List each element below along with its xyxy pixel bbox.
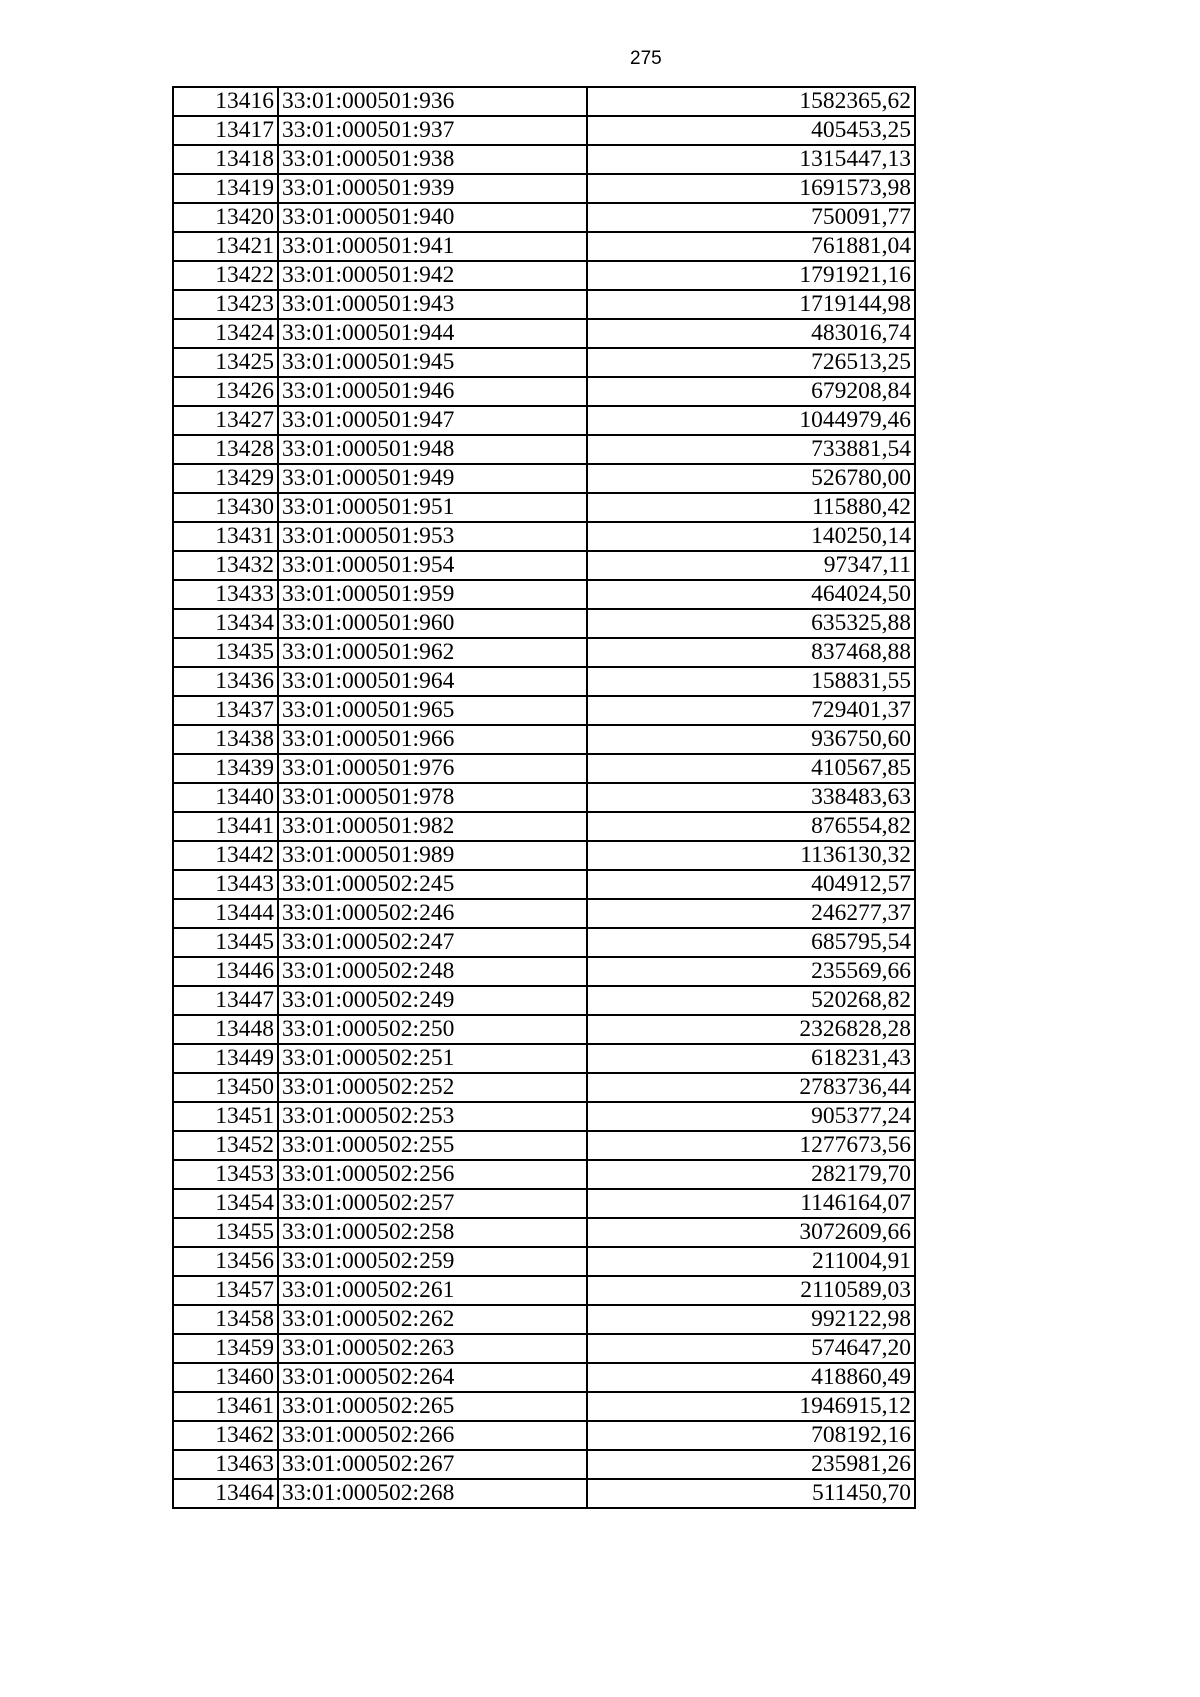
table-row bbox=[173, 203, 915, 232]
cadastral-value-cell: 115880,42 bbox=[587, 493, 915, 522]
table-row bbox=[173, 725, 915, 754]
cadastral-number-cell: 33:01:000502:263 bbox=[278, 1334, 587, 1363]
row-number-cell: 13428 bbox=[173, 435, 278, 464]
cadastral-value-cell: 726513,25 bbox=[587, 348, 915, 377]
table-row bbox=[173, 899, 915, 928]
cadastral-value-cell: 1315447,13 bbox=[587, 145, 915, 174]
table-row bbox=[173, 1044, 915, 1073]
table-row bbox=[173, 1073, 915, 1102]
cadastral-value-cell: 1791921,16 bbox=[587, 261, 915, 290]
cadastral-value-cell: 708192,16 bbox=[587, 1421, 915, 1450]
table-row bbox=[173, 1334, 915, 1363]
cadastral-number-cell: 33:01:000501:989 bbox=[278, 841, 587, 870]
cadastral-number-cell: 33:01:000502:248 bbox=[278, 957, 587, 986]
table-body bbox=[173, 87, 915, 1508]
cadastral-value-cell: 837468,88 bbox=[587, 638, 915, 667]
table-row bbox=[173, 1131, 915, 1160]
cadastral-value-cell: 1146164,07 bbox=[587, 1189, 915, 1218]
table-row bbox=[173, 870, 915, 899]
table-row bbox=[173, 1305, 915, 1334]
cadastral-value-cell: 235981,26 bbox=[587, 1450, 915, 1479]
row-number-cell: 13425 bbox=[173, 348, 278, 377]
cadastral-value-cell: 876554,82 bbox=[587, 812, 915, 841]
cadastral-number-cell: 33:01:000501:943 bbox=[278, 290, 587, 319]
cadastral-number-cell: 33:01:000502:261 bbox=[278, 1276, 587, 1305]
cadastral-number-cell: 33:01:000502:249 bbox=[278, 986, 587, 1015]
table-row bbox=[173, 435, 915, 464]
cadastral-value-cell: 2326828,28 bbox=[587, 1015, 915, 1044]
table-row bbox=[173, 1276, 915, 1305]
cadastral-value-cell: 936750,60 bbox=[587, 725, 915, 754]
row-number-cell: 13421 bbox=[173, 232, 278, 261]
table-row bbox=[173, 1392, 915, 1421]
row-number-cell: 13429 bbox=[173, 464, 278, 493]
cadastral-value-cell: 520268,82 bbox=[587, 986, 915, 1015]
table-row bbox=[173, 812, 915, 841]
table-row bbox=[173, 261, 915, 290]
table-row bbox=[173, 87, 915, 116]
row-number-cell: 13457 bbox=[173, 1276, 278, 1305]
table-row bbox=[173, 319, 915, 348]
row-number-cell: 13435 bbox=[173, 638, 278, 667]
row-number-cell: 13432 bbox=[173, 551, 278, 580]
row-number-cell: 13442 bbox=[173, 841, 278, 870]
table-row bbox=[173, 1421, 915, 1450]
table-row bbox=[173, 1450, 915, 1479]
row-number-cell: 13426 bbox=[173, 377, 278, 406]
row-number-cell: 13458 bbox=[173, 1305, 278, 1334]
cadastral-value-cell: 338483,63 bbox=[587, 783, 915, 812]
row-number-cell: 13419 bbox=[173, 174, 278, 203]
cadastral-number-cell: 33:01:000501:946 bbox=[278, 377, 587, 406]
row-number-cell: 13453 bbox=[173, 1160, 278, 1189]
row-number-cell: 13427 bbox=[173, 406, 278, 435]
cadastral-value-cell: 140250,14 bbox=[587, 522, 915, 551]
cadastral-value-table bbox=[172, 86, 916, 1509]
row-number-cell: 13445 bbox=[173, 928, 278, 957]
cadastral-number-cell: 33:01:000501:962 bbox=[278, 638, 587, 667]
table-row bbox=[173, 145, 915, 174]
cadastral-number-cell: 33:01:000502:246 bbox=[278, 899, 587, 928]
table-row bbox=[173, 986, 915, 1015]
cadastral-value-cell: 158831,55 bbox=[587, 667, 915, 696]
row-number-cell: 13422 bbox=[173, 261, 278, 290]
cadastral-number-cell: 33:01:000501:966 bbox=[278, 725, 587, 754]
cadastral-value-cell: 418860,49 bbox=[587, 1363, 915, 1392]
table-row bbox=[173, 754, 915, 783]
cadastral-number-cell: 33:01:000501:939 bbox=[278, 174, 587, 203]
table-row bbox=[173, 667, 915, 696]
cadastral-number-cell: 33:01:000502:258 bbox=[278, 1218, 587, 1247]
row-number-cell: 13461 bbox=[173, 1392, 278, 1421]
cadastral-value-cell: 1136130,32 bbox=[587, 841, 915, 870]
cadastral-number-cell: 33:01:000501:953 bbox=[278, 522, 587, 551]
table-row bbox=[173, 638, 915, 667]
cadastral-value-cell: 246277,37 bbox=[587, 899, 915, 928]
row-number-cell: 13443 bbox=[173, 870, 278, 899]
row-number-cell: 13430 bbox=[173, 493, 278, 522]
table-row bbox=[173, 290, 915, 319]
row-number-cell: 13460 bbox=[173, 1363, 278, 1392]
table-row bbox=[173, 1247, 915, 1276]
cadastral-number-cell: 33:01:000502:267 bbox=[278, 1450, 587, 1479]
cadastral-value-cell: 574647,20 bbox=[587, 1334, 915, 1363]
table-row bbox=[173, 1160, 915, 1189]
cadastral-number-cell: 33:01:000501:937 bbox=[278, 116, 587, 145]
table-row bbox=[173, 609, 915, 638]
row-number-cell: 13456 bbox=[173, 1247, 278, 1276]
cadastral-value-cell: 1582365,62 bbox=[587, 87, 915, 116]
table-row bbox=[173, 522, 915, 551]
cadastral-number-cell: 33:01:000502:266 bbox=[278, 1421, 587, 1450]
cadastral-value-cell: 1044979,46 bbox=[587, 406, 915, 435]
cadastral-value-cell: 483016,74 bbox=[587, 319, 915, 348]
cadastral-number-cell: 33:01:000502:268 bbox=[278, 1479, 587, 1508]
row-number-cell: 13459 bbox=[173, 1334, 278, 1363]
cadastral-number-cell: 33:01:000502:253 bbox=[278, 1102, 587, 1131]
table-row bbox=[173, 116, 915, 145]
cadastral-number-cell: 33:01:000502:256 bbox=[278, 1160, 587, 1189]
cadastral-value-cell: 992122,98 bbox=[587, 1305, 915, 1334]
row-number-cell: 13446 bbox=[173, 957, 278, 986]
row-number-cell: 13447 bbox=[173, 986, 278, 1015]
cadastral-value-cell: 685795,54 bbox=[587, 928, 915, 957]
table-row bbox=[173, 957, 915, 986]
cadastral-number-cell: 33:01:000501:959 bbox=[278, 580, 587, 609]
cadastral-number-cell: 33:01:000502:250 bbox=[278, 1015, 587, 1044]
table-row bbox=[173, 783, 915, 812]
cadastral-value-cell: 1946915,12 bbox=[587, 1392, 915, 1421]
cadastral-value-cell: 282179,70 bbox=[587, 1160, 915, 1189]
table-row bbox=[173, 377, 915, 406]
table-row bbox=[173, 1218, 915, 1247]
cadastral-number-cell: 33:01:000501:947 bbox=[278, 406, 587, 435]
row-number-cell: 13433 bbox=[173, 580, 278, 609]
cadastral-number-cell: 33:01:000501:965 bbox=[278, 696, 587, 725]
table-row bbox=[173, 406, 915, 435]
cadastral-value-cell: 211004,91 bbox=[587, 1247, 915, 1276]
cadastral-number-cell: 33:01:000501:938 bbox=[278, 145, 587, 174]
row-number-cell: 13444 bbox=[173, 899, 278, 928]
row-number-cell: 13437 bbox=[173, 696, 278, 725]
cadastral-number-cell: 33:01:000501:951 bbox=[278, 493, 587, 522]
row-number-cell: 13449 bbox=[173, 1044, 278, 1073]
cadastral-number-cell: 33:01:000501:936 bbox=[278, 87, 587, 116]
cadastral-number-cell: 33:01:000502:252 bbox=[278, 1073, 587, 1102]
row-number-cell: 13452 bbox=[173, 1131, 278, 1160]
table-row bbox=[173, 1189, 915, 1218]
row-number-cell: 13420 bbox=[173, 203, 278, 232]
row-number-cell: 13434 bbox=[173, 609, 278, 638]
cadastral-number-cell: 33:01:000502:245 bbox=[278, 870, 587, 899]
row-number-cell: 13450 bbox=[173, 1073, 278, 1102]
cadastral-value-cell: 464024,50 bbox=[587, 580, 915, 609]
cadastral-value-cell: 511450,70 bbox=[587, 1479, 915, 1508]
table-row bbox=[173, 1102, 915, 1131]
row-number-cell: 13455 bbox=[173, 1218, 278, 1247]
cadastral-value-cell: 618231,43 bbox=[587, 1044, 915, 1073]
cadastral-value-cell: 2783736,44 bbox=[587, 1073, 915, 1102]
row-number-cell: 13423 bbox=[173, 290, 278, 319]
row-number-cell: 13416 bbox=[173, 87, 278, 116]
cadastral-number-cell: 33:01:000502:265 bbox=[278, 1392, 587, 1421]
row-number-cell: 13424 bbox=[173, 319, 278, 348]
cadastral-number-cell: 33:01:000502:257 bbox=[278, 1189, 587, 1218]
row-number-cell: 13418 bbox=[173, 145, 278, 174]
table-row bbox=[173, 580, 915, 609]
table-row bbox=[173, 174, 915, 203]
cadastral-number-cell: 33:01:000502:259 bbox=[278, 1247, 587, 1276]
table-row bbox=[173, 696, 915, 725]
cadastral-value-cell: 761881,04 bbox=[587, 232, 915, 261]
cadastral-number-cell: 33:01:000501:976 bbox=[278, 754, 587, 783]
cadastral-value-cell: 1719144,98 bbox=[587, 290, 915, 319]
row-number-cell: 13464 bbox=[173, 1479, 278, 1508]
cadastral-value-cell: 405453,25 bbox=[587, 116, 915, 145]
cadastral-number-cell: 33:01:000501:960 bbox=[278, 609, 587, 638]
table-row bbox=[173, 551, 915, 580]
row-number-cell: 13448 bbox=[173, 1015, 278, 1044]
page-number: 275 bbox=[630, 48, 662, 69]
row-number-cell: 13440 bbox=[173, 783, 278, 812]
table-row bbox=[173, 232, 915, 261]
cadastral-number-cell: 33:01:000502:262 bbox=[278, 1305, 587, 1334]
cadastral-value-cell: 1277673,56 bbox=[587, 1131, 915, 1160]
table-row bbox=[173, 841, 915, 870]
cadastral-number-cell: 33:01:000502:247 bbox=[278, 928, 587, 957]
table-row bbox=[173, 493, 915, 522]
row-number-cell: 13454 bbox=[173, 1189, 278, 1218]
cadastral-value-cell: 235569,66 bbox=[587, 957, 915, 986]
row-number-cell: 13438 bbox=[173, 725, 278, 754]
cadastral-number-cell: 33:01:000502:264 bbox=[278, 1363, 587, 1392]
table-row bbox=[173, 1479, 915, 1508]
cadastral-value-cell: 733881,54 bbox=[587, 435, 915, 464]
table-row bbox=[173, 348, 915, 377]
cadastral-value-cell: 1691573,98 bbox=[587, 174, 915, 203]
row-number-cell: 13436 bbox=[173, 667, 278, 696]
cadastral-value-cell: 3072609,66 bbox=[587, 1218, 915, 1247]
row-number-cell: 13417 bbox=[173, 116, 278, 145]
row-number-cell: 13463 bbox=[173, 1450, 278, 1479]
cadastral-value-cell: 404912,57 bbox=[587, 870, 915, 899]
cadastral-value-cell: 97347,11 bbox=[587, 551, 915, 580]
cadastral-number-cell: 33:01:000501:944 bbox=[278, 319, 587, 348]
row-number-cell: 13451 bbox=[173, 1102, 278, 1131]
cadastral-value-cell: 526780,00 bbox=[587, 464, 915, 493]
cadastral-value-cell: 635325,88 bbox=[587, 609, 915, 638]
row-number-cell: 13431 bbox=[173, 522, 278, 551]
cadastral-value-cell: 905377,24 bbox=[587, 1102, 915, 1131]
cadastral-number-cell: 33:01:000502:251 bbox=[278, 1044, 587, 1073]
row-number-cell: 13441 bbox=[173, 812, 278, 841]
cadastral-number-cell: 33:01:000501:978 bbox=[278, 783, 587, 812]
cadastral-value-cell: 750091,77 bbox=[587, 203, 915, 232]
cadastral-number-cell: 33:01:000501:948 bbox=[278, 435, 587, 464]
row-number-cell: 13439 bbox=[173, 754, 278, 783]
table-row bbox=[173, 928, 915, 957]
row-number-cell: 13462 bbox=[173, 1421, 278, 1450]
cadastral-value-cell: 410567,85 bbox=[587, 754, 915, 783]
cadastral-number-cell: 33:01:000501:954 bbox=[278, 551, 587, 580]
cadastral-number-cell: 33:01:000501:940 bbox=[278, 203, 587, 232]
cadastral-number-cell: 33:01:000501:982 bbox=[278, 812, 587, 841]
cadastral-number-cell: 33:01:000501:942 bbox=[278, 261, 587, 290]
table-row bbox=[173, 1363, 915, 1392]
cadastral-number-cell: 33:01:000501:949 bbox=[278, 464, 587, 493]
cadastral-number-cell: 33:01:000501:945 bbox=[278, 348, 587, 377]
cadastral-value-cell: 2110589,03 bbox=[587, 1276, 915, 1305]
cadastral-value-cell: 729401,37 bbox=[587, 696, 915, 725]
cadastral-number-cell: 33:01:000501:941 bbox=[278, 232, 587, 261]
table-row bbox=[173, 1015, 915, 1044]
cadastral-number-cell: 33:01:000502:255 bbox=[278, 1131, 587, 1160]
cadastral-value-cell: 679208,84 bbox=[587, 377, 915, 406]
cadastral-number-cell: 33:01:000501:964 bbox=[278, 667, 587, 696]
table-row bbox=[173, 464, 915, 493]
